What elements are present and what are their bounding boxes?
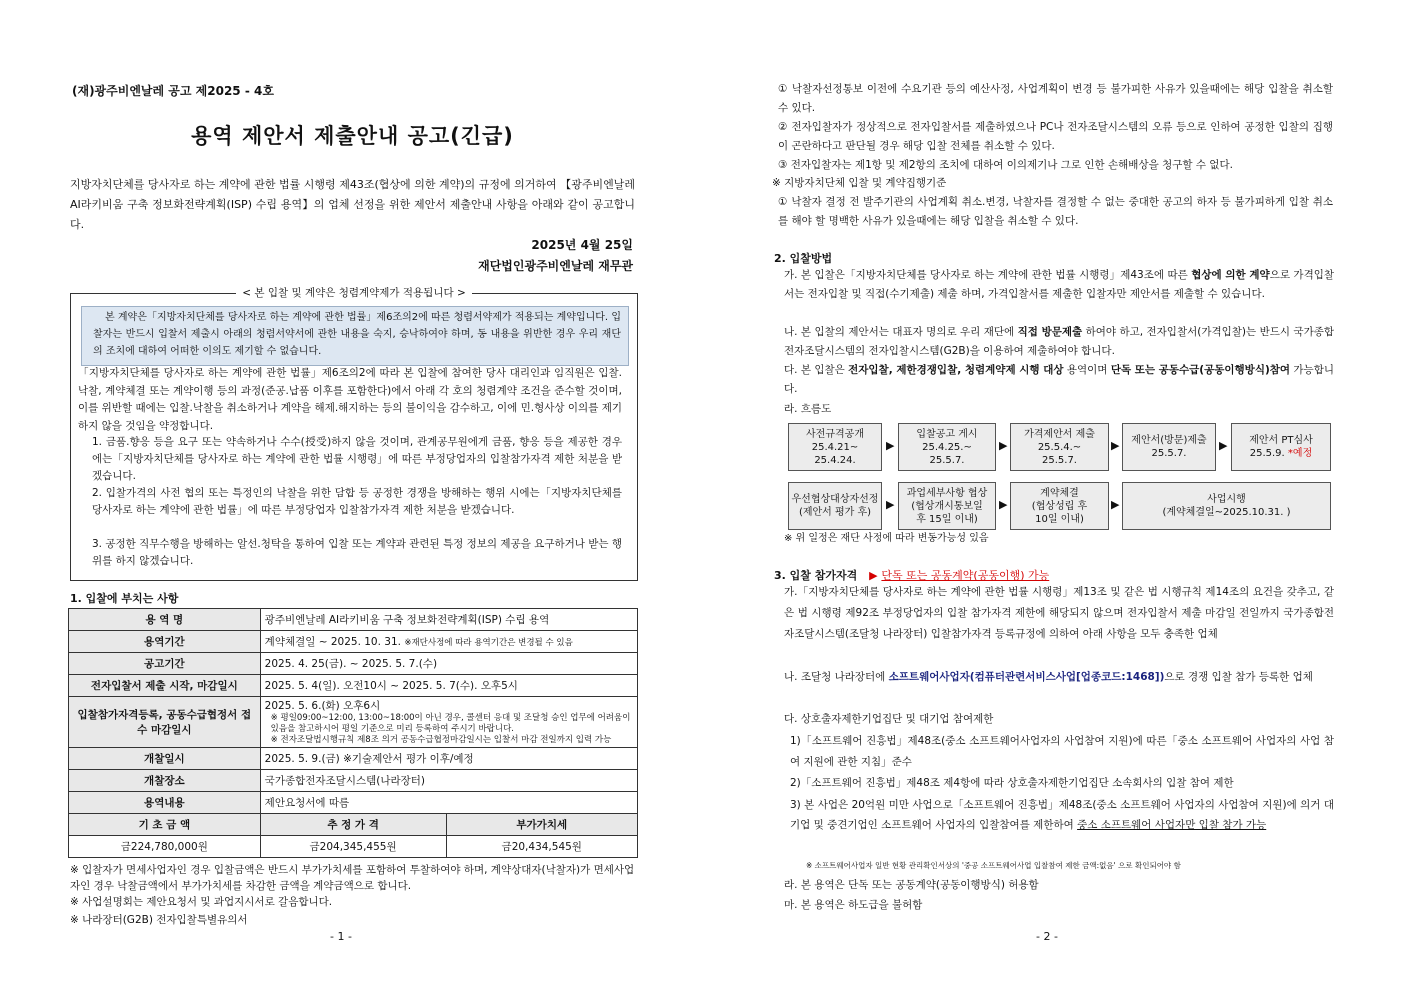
row-label: 용역기간 — [69, 631, 261, 653]
table-row — [69, 697, 638, 748]
row-label: 용 역 명 — [69, 609, 261, 631]
arrow-right-icon: ▶ — [999, 498, 1008, 511]
row-value: 광주비엔날레 AI라키비움 구축 정보화전략계획(ISP) 수립 용역 — [260, 609, 637, 631]
row-value: 2025. 5. 9.(금) ※기술제안서 평가 이후/예정 — [260, 748, 637, 770]
row-value: 2025. 5. 6.(화) 오후6시 ※ 평일09:00~12:00, 13:00~18:00이 아닌 경우, 콜센터 응대 및 조달청 승인 업무에 어려움이 있음을 참고하시어 평일 기준으로 미리 등록하여 주시기 바랍니다. ※ 전자조달법시행규칙 제8조 의거 공동수급협정마감일시는 입찰서 마감 전일까지 입력 가능 — [260, 697, 637, 748]
row-value: 2025. 5. 4(일). 오전10시 ~ 2025. 5. 7(수). 오후5시 — [260, 675, 637, 697]
row-label: 개찰일시 — [69, 748, 261, 770]
notice-number: (재)광주비엔날레 공고 제2025 - 4호 — [72, 84, 274, 98]
table-row — [69, 653, 638, 675]
intro-paragraph: 지방자치단체를 당사자로 하는 계약에 관한 법률 시행령 제43조(협상에 의한 계약)의 규정에 의거하여 【광주비엔날레 AI라키비움 구축 정보화전략계획(ISP) 수립 용역】의 업체 선정을 위한 제안서 제출안내 사항을 아래와 같이 공고합니다. — [70, 178, 635, 231]
table-row — [69, 609, 638, 631]
qualification-b: 나. 조달청 나라장터에 소프트웨어사업자(컴퓨터관련서비스사업[업종코드:1468])으로 경쟁 입찰 참가 등록한 업체 — [784, 671, 1313, 683]
bid-info-table — [68, 608, 638, 858]
flow-step-priority-select: 우선협상대상자선정 (제안서 평가 후) — [788, 482, 882, 530]
flow-step-execution: 사업시행 (계약체결일~2025.10.31. ) — [1122, 482, 1331, 530]
standards-item: ① 낙찰자 결정 전 발주기관의 사업계획 취소.변경, 낙찰자를 결정할 수 없는 중대한 공고의 하자 등 불가피하게 입찰 취소를 해야 할 명백한 사유가 있을때에는 해당 입찰을 취소할 수 있다. — [778, 196, 1333, 227]
row-value: 계약체결일 ~ 2025. 10. 31. ※재단사정에 따라 용역기간은 변경될 수 있음 — [260, 631, 637, 653]
flow-step-contract: 계약체결 (협상성립 후 10일 이내) — [1010, 482, 1109, 530]
price-header: 기 초 금 액 — [69, 814, 261, 836]
price-value: 금204,345,455원 — [260, 836, 446, 858]
integrity-box-header: < 본 입찰 및 계약은 청렴계약제가 적용됩니다 > — [70, 285, 638, 300]
price-header-row — [69, 814, 638, 836]
cancel-item-3: ③ 전자입찰자는 제1항 및 제2항의 조치에 대하여 이의제기나 그로 인한 손해배상을 청구할 수 없다. — [778, 159, 1233, 171]
flow-note: ※ 위 일정은 재단 사정에 따라 변동가능성 있음 — [784, 533, 989, 544]
price-header: 부가가치세 — [446, 814, 638, 836]
table-row — [69, 675, 638, 697]
integrity-pledge-text: 「지방자치단체를 당사자로 하는 계약에 관한 법률」제6조의2에 따라 본 입찰에 참여한 당사 대리인과 임직원은 입찰.낙찰, 계약체결 또는 계약이행 등의 과정(준공.납품 이후를 포함한다)에서 아래 각 호의 청렴계약 조건을 준수할 것이며, 이를 위반할 때에는 입찰.낙찰을 취소하거나 계약을 해제.해지하는 등의 불이익을 감수하고, 이에 민.형사상 이의를 제기하지 않을 것임을 약정합니다. — [78, 367, 622, 432]
flow-step-negotiation: 과업세부사항 협상 (협상개시통보일 후 15일 이내) — [898, 482, 996, 530]
section-2-title: 2. 입찰방법 — [774, 252, 833, 265]
qualification-d: 라. 본 용역은 단독 또는 공동계약(공동이행방식) 허용함 — [784, 879, 1039, 891]
price-value: 금224,780,000원 — [69, 836, 261, 858]
arrow-right-icon: ▶ — [1111, 498, 1120, 511]
row-label: 개찰장소 — [69, 770, 261, 792]
qualification-c1: 1)「소프트웨어 진흥법」제48조(중소 소프트웨어사업자의 사업참여 지원)에 따른「중소 소프트웨어 사업자의 사업 참여 지원에 관한 지침」준수 — [790, 735, 1334, 768]
flow-step-pt-review: 제안서 PT심사 25.5.9. *예정 — [1231, 423, 1331, 471]
cancel-item-2: ② 전자입찰자가 정상적으로 전자입찰서를 제출하였으나 PC나 전자조달시스템의 오류 등으로 인하여 공정한 입찰의 집행이 곤란하다고 판단될 경우 해당 입찰 전체를 취소할 수 있다. — [778, 121, 1333, 152]
method-item-c: 다. 본 입찰은 전자입찰, 제한경쟁입찰, 청렴계약제 시행 대상 용역이며 단독 또는 공동수급(공동이행방식)참여 가능합니다. — [784, 364, 1334, 395]
qualification-small-note: ※ 소프트웨어사업자 일반 현황 관리확인서상의 '중공 소프트웨어사업 입찰참여 제한 금액:없음' 으로 확인되어야 함 — [806, 861, 1181, 870]
table-row — [69, 748, 638, 770]
price-header: 추 정 가 격 — [260, 814, 446, 836]
cancel-item-1: ① 낙찰자선정통보 이전에 수요기관 등의 예산사정, 사업계획이 변경 등 불가피한 사유가 있을때에는 해당 입찰을 취소할 수 있다. — [778, 83, 1333, 114]
price-value-row — [69, 836, 638, 858]
page-number: - 2 - — [1036, 930, 1058, 943]
row-label: 입찰참가자격등록, 공동수급협정서 접수 마감일시 — [69, 697, 261, 748]
page-1 — [0, 0, 700, 992]
pledge-item-1: 1. 금품.향응 등을 요구 또는 약속하거나 수수(授受)하지 않을 것이며, 관계공무원에게 금품, 향응 등을 제공한 경우에는「지방자치단체를 당사자로 하는 계약에 관한 법률 시행령」에 따른 부정당업자의 입찰참가자격 제한 처분을 받겠습니다. — [92, 436, 622, 482]
row-value: 국가종합전자조달시스템(나라장터) — [260, 770, 637, 792]
notice-date: 2025년 4월 25일 — [531, 238, 633, 252]
arrow-right-icon: ▶ — [869, 569, 878, 582]
integrity-shaded-text: 본 계약은「지방자치단체를 당사자로 하는 계약에 관한 법률」제6조의2에 따른 청렴서약제가 적용되는 계약입니다. 입찰자는 반드시 입찰서 제출시 아래의 청렴서약서에 관한 내용을 숙지, 승낙하여야 하며, 동 내용을 위반한 경우 우리 재단의 조치에 대하여 어떠한 이의도 제기할 수 없습니다. — [93, 312, 621, 357]
arrow-right-icon: ▶ — [886, 498, 895, 511]
row-value: 제안요청서에 따름 — [260, 792, 637, 814]
page-number: - 1 - — [330, 930, 352, 943]
method-item-b: 나. 본 입찰의 제안서는 대표자 명의로 우리 재단에 직접 방문제출 하여야 하고, 전자입찰서(가격입찰)는 반드시 국가종합전자조달시스템의 전자입찰시스템(G2B)을 이용하여 제출하여야 합니다. — [784, 326, 1334, 357]
page-title: 용역 제안서 제출안내 공고(긴급) — [191, 124, 514, 148]
row-label: 전자입찰서 제출 시작, 마감일시 — [69, 675, 261, 697]
issuing-organization: 재단법인광주비엔날레 재무관 — [478, 259, 633, 273]
pledge-item-3: 3. 공정한 직무수행을 방해하는 알선.청탁을 통하여 입찰 또는 계약과 관련된 특정 정보의 제공을 요구하거나 받는 행위를 하지 않겠습니다. — [92, 538, 622, 567]
section-1-title: 1. 입찰에 부치는 사항 — [70, 592, 179, 605]
row-value: 2025. 4. 25(금). ~ 2025. 5. 7.(수) — [260, 653, 637, 675]
row-label: 용역내용 — [69, 792, 261, 814]
arrow-right-icon: ▶ — [999, 439, 1008, 452]
note-1: ※ 입찰자가 면세사업자인 경우 입찰금액은 반드시 부가가치세를 포함하여 투찰하여야 하며, 계약상대자(낙찰자)가 면세사업자인 경우 낙찰금액에서 부가가치세를 차감한 금액을 계약금액으로 합니다. — [70, 864, 635, 892]
flow-step-proposal-submit: 제안서(방문)제출 25.5.7. — [1122, 423, 1216, 471]
standards-title: ※ 지방자치단체 입찰 및 계약집행기준 — [772, 177, 947, 189]
page-2 — [702, 0, 1402, 992]
flow-step-pre-spec: 사전규격공개 25.4.21~ 25.4.24. — [788, 423, 882, 471]
arrow-right-icon: ▶ — [1219, 439, 1228, 452]
note-2: ※ 사업설명회는 제안요청서 및 과업지시서로 갈음합니다. — [70, 896, 333, 908]
table-row — [69, 631, 638, 653]
qualification-c2: 2)「소프트웨어 진흥법」제48조 제4항에 따라 상호출자제한기업집단 소속회사의 입찰 참여 제한 — [790, 777, 1234, 789]
flowchart-label: 라. 흐름도 — [784, 403, 832, 415]
note-3: ※ 나라장터(G2B) 전자입찰특별유의서 — [70, 914, 248, 926]
qualification-c: 다. 상호출자제한기업집단 및 대기업 참여제한 — [784, 713, 994, 725]
table-row — [69, 792, 638, 814]
arrow-right-icon: ▶ — [886, 439, 895, 452]
table-row — [69, 770, 638, 792]
method-item-a: 가. 본 입찰은「지방자치단체를 당사자로 하는 계약에 관한 법률 시행령」제43조에 따른 협상에 의한 계약으로 가격입찰서는 전자입찰 및 직접(수기제출) 제출 하며, 가격입찰서를 제출한 입찰자만 제안서를 제출할 수 있습니다. — [784, 269, 1334, 300]
flow-step-price-bid: 가격제안서 제출 25.5.4.~ 25.5.7. — [1010, 423, 1109, 471]
arrow-right-icon: ▶ — [1111, 439, 1120, 452]
row-label: 공고기간 — [69, 653, 261, 675]
price-value: 금20,434,545원 — [446, 836, 638, 858]
pledge-item-2: 2. 입찰가격의 사전 협의 또는 특정인의 낙찰을 위한 담합 등 공정한 경쟁을 방해하는 행위 시에는「지방자치단체를 당사자로 하는 계약에 관한 법률」에 따른 부정당업자 입찰참가자격 제한 처분을 받겠습니다. — [92, 487, 622, 516]
qualification-a: 가.「지방자치단체를 당사자로 하는 계약에 관한 법률 시행령」제13조 및 같은 법 시행규칙 제14조의 요건을 갖추고, 같은 법 시행령 제92조 부정당업자의 입찰 참가자격 제한에 해당되지 않으며 전자입찰서 제출 마감일 전일까지 국가종합전자조달시스템(조달청 나라장터) 입찰참가자격 등록규정에 의하여 아래 사항을 모두 충족한 업체 — [784, 586, 1334, 640]
flow-step-notice: 입찰공고 게시 25.4.25.~ 25.5.7. — [898, 423, 996, 471]
section-3-title: 3. 입찰 참가자격 ▶ 단독 또는 공동계약(공동이행) 가능 — [774, 569, 1050, 582]
section-3-tag: 단독 또는 공동계약(공동이행) 가능 — [881, 569, 1050, 582]
qualification-c3: 3) 본 사업은 20억원 미만 사업으로「소프트웨어 진흥법」제48조(중소 소프트웨어 사업자의 사업참여 지원)에 의거 대기업 및 중견기업인 소프트웨어 사업자의 입찰참여를 제한하여 중소 소프트웨어 사업자만 입찰 참가 가능 — [790, 799, 1334, 831]
qualification-e: 마. 본 용역은 하도급을 불허함 — [784, 899, 923, 911]
